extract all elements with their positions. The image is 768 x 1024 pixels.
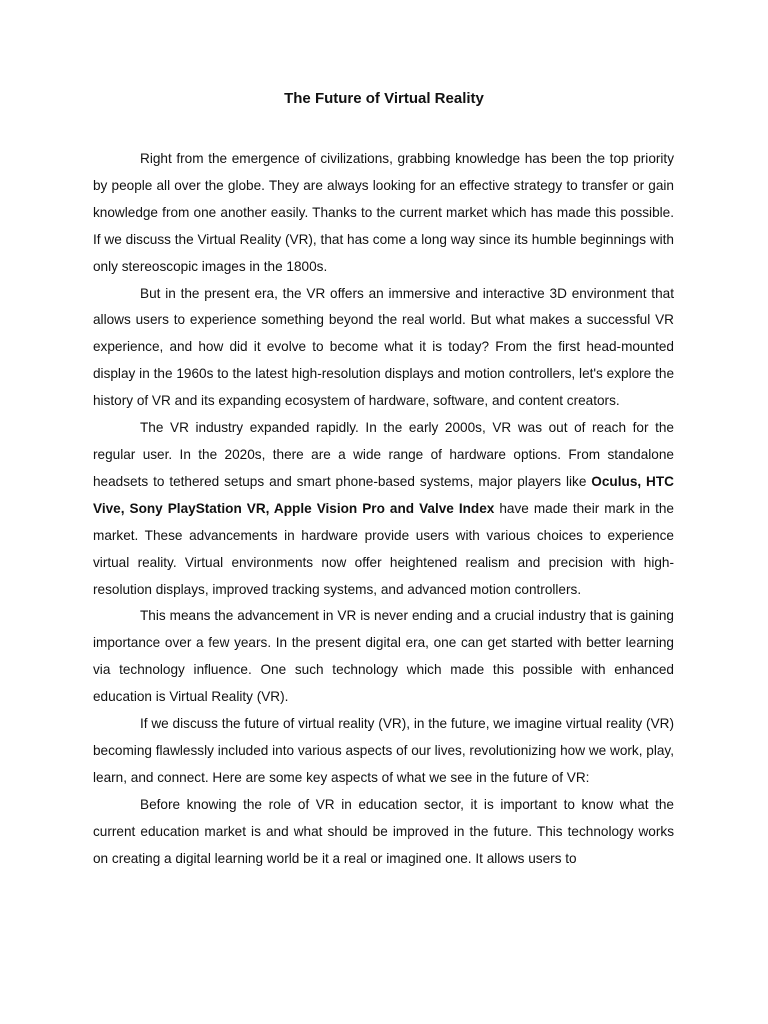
paragraph-industry-text-after: have made their mark in the market. These advancements in hardware provide users with various choices to experience virtual reality. Virtual environments now offer heightened realism and precision with high-resolution displays, improved tracking systems, and advanced motion controllers. bbox=[93, 500, 674, 597]
paragraph-intro: Right from the emergence of civilizations, grabbing knowledge has been the top priority by people all over the globe. They are always looking for an effective strategy to transfer or gain knowledge from one another easily. Thanks to the current market which has made this possible. If we discuss the Virtual Reality (VR), that has come a long way since its humble beginnings with only stereoscopic images in the 1800s. bbox=[93, 151, 674, 274]
paragraph-education: Before knowing the role of VR in education sector, it is important to know what the current education market is and what should be improved in the future. This technology works on creating a digital learning world be it a real or imagined one. It allows users to bbox=[93, 796, 674, 866]
document-title: The Future of Virtual Reality bbox=[284, 90, 484, 107]
paragraph-industry-expansion bbox=[93, 415, 674, 603]
paragraph-industry-text-before: The VR industry expanded rapidly. In the early 2000s, VR was out of reach for the regular user. In the 2020s, there are a wide range of hardware options. From standalone headsets to tethered setups and smart phone-based systems, major players like bbox=[93, 420, 674, 489]
paragraph-present-era: But in the present era, the VR offers an immersive and interactive 3D environment that allows users to experience something beyond the real world. But what makes a successful VR experience, and how did it evolve to become what it is today? From the first head-mounted display in the 1960s to the latest high-resolution displays and motion controllers, let's explore the history of VR and its expanding ecosystem of hardware, software, and content creators. bbox=[93, 285, 674, 409]
paragraph-future: If we discuss the future of virtual reality (VR), in the future, we imagine virtual reality (VR) becoming flawlessly included into various aspects of our lives, revolutionizing how we work, play, learn, and connect. Here are some key aspects of what we see in the future of VR: bbox=[93, 716, 674, 785]
document-body bbox=[93, 146, 674, 872]
paragraph-industry-bold-brands: Oculus, HTC Vive, Sony PlayStation VR, Apple Vision Pro and Valve Index bbox=[93, 473, 674, 516]
paragraph-advancement: This means the advancement in VR is never ending and a crucial industry that is gaining importance over a few years. In the present digital era, one can get started with better learning via technology influence. One such technology which made this possible with enhanced education is Virtual Reality (VR). bbox=[93, 608, 674, 705]
